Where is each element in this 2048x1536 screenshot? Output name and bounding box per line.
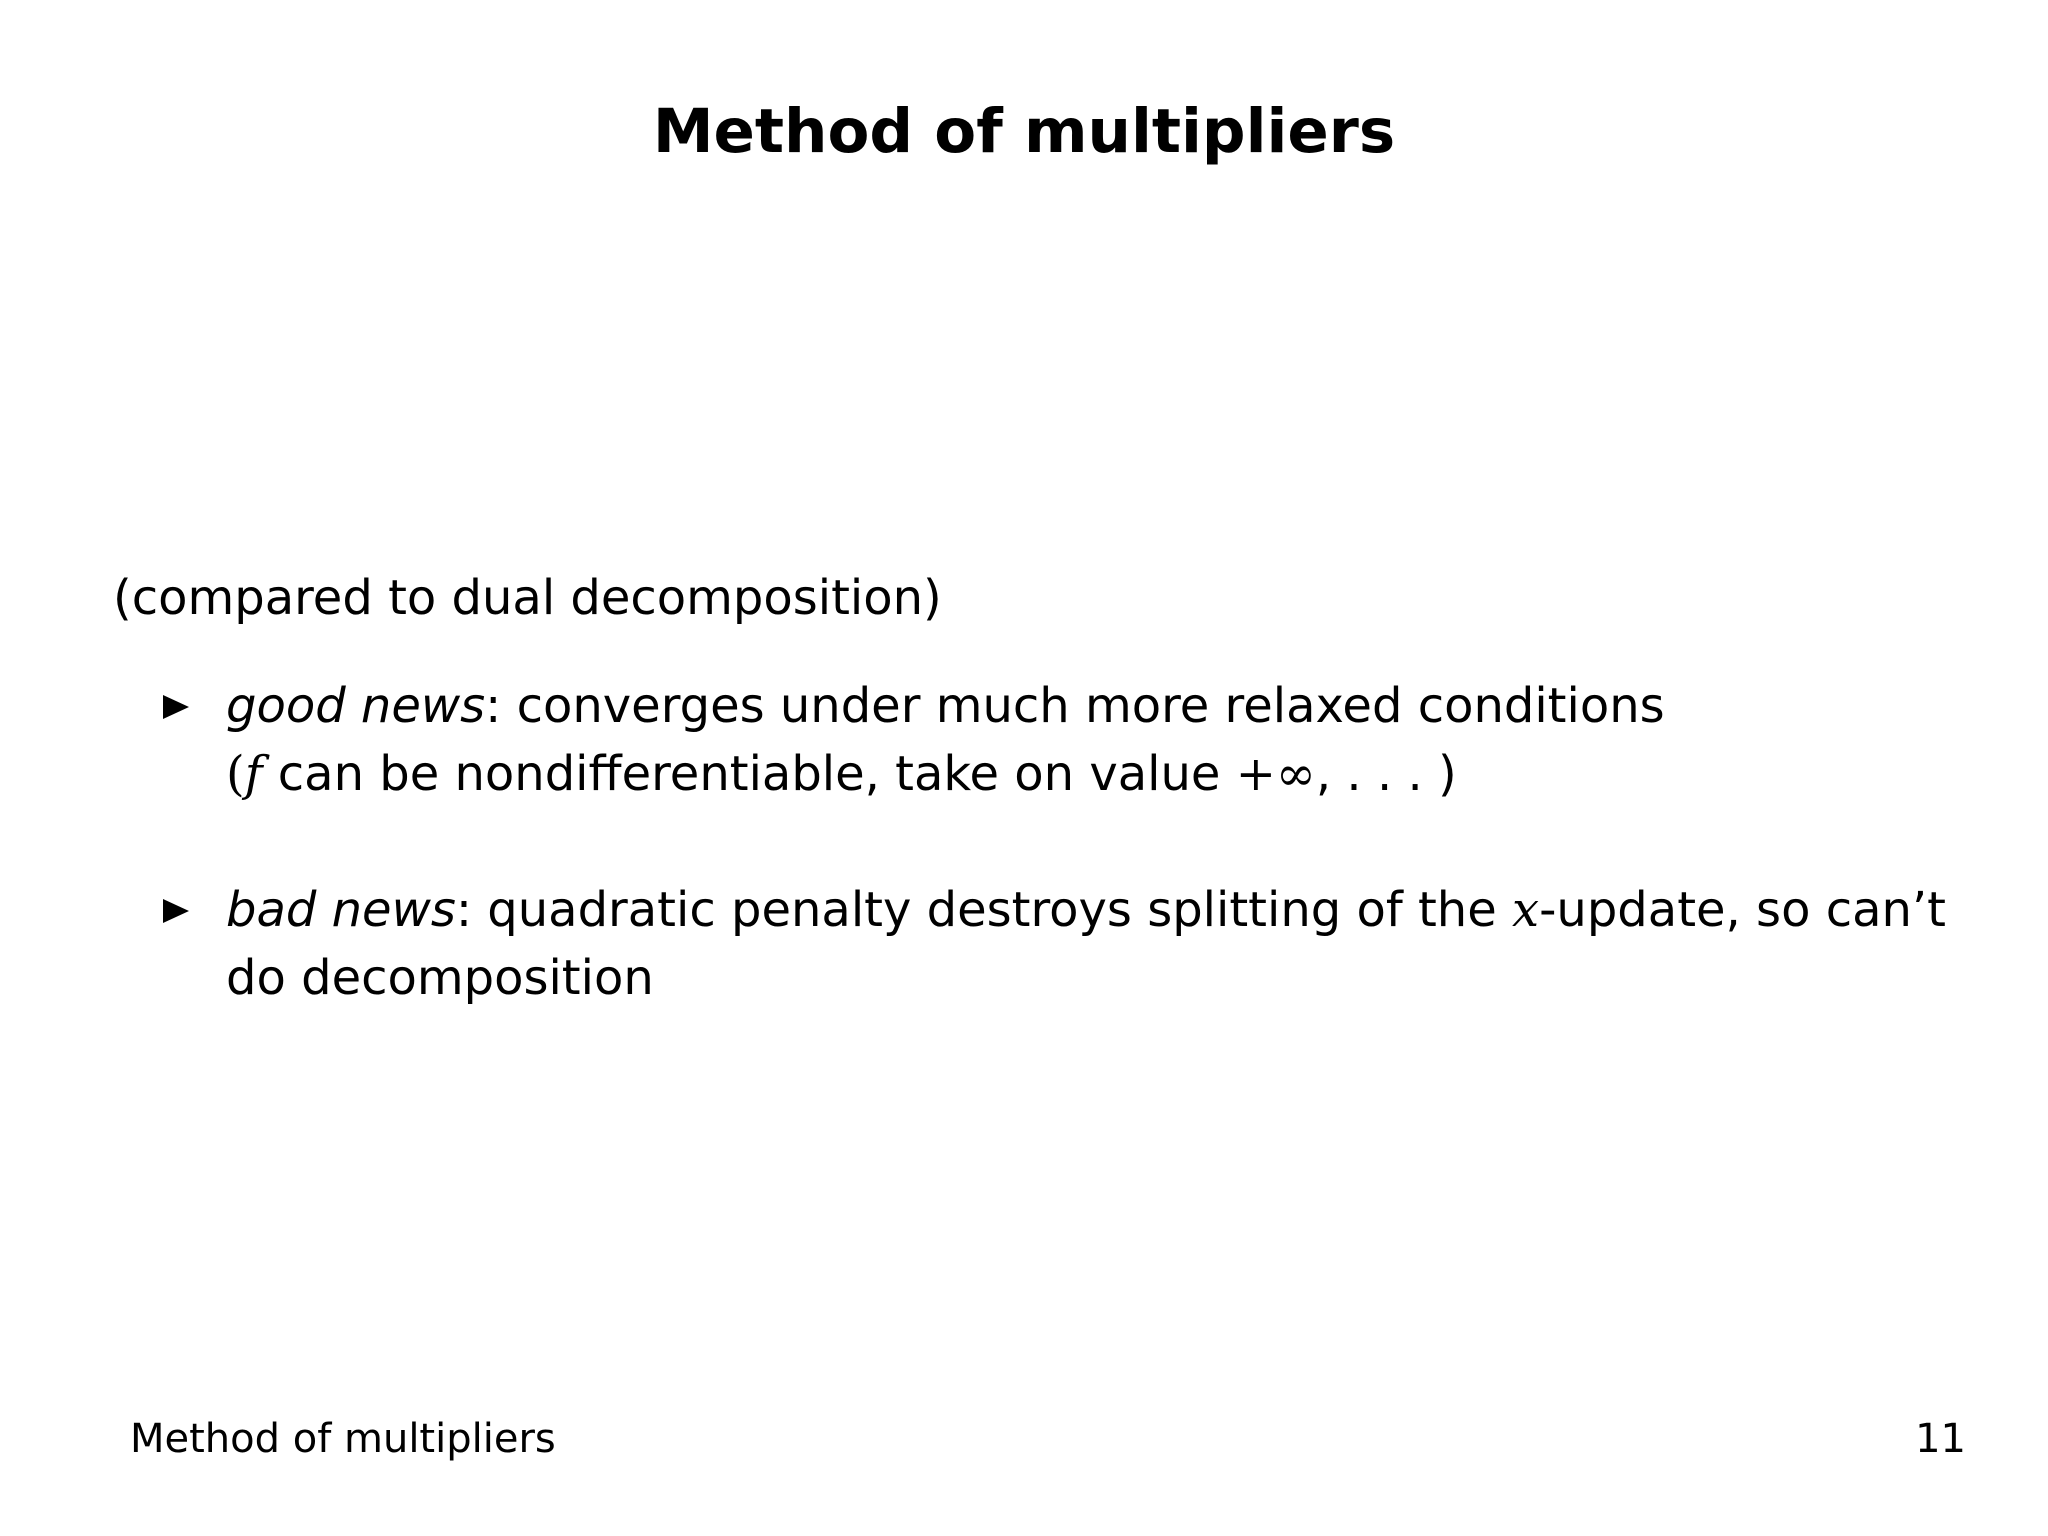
triangle-bullet-icon bbox=[163, 695, 189, 719]
math-variable-x: x bbox=[1512, 882, 1540, 938]
intro-text: (compared to dual decomposition) bbox=[113, 570, 942, 626]
bullet-good-news-line-2 bbox=[226, 740, 1665, 808]
bad-news-label: bad news bbox=[226, 882, 456, 938]
bullet-bad-news-line-2: do decomposition bbox=[226, 950, 654, 1006]
slide-title: Method of multipliers bbox=[652, 96, 1396, 167]
bullet-good-news-line-1 bbox=[226, 672, 1665, 740]
bullet-bad-news bbox=[226, 876, 1946, 1012]
good-news-detail: can be nondifferentiable, take on value bbox=[262, 746, 1236, 802]
math-plus-infinity: +∞ bbox=[1235, 746, 1316, 802]
open-paren: ( bbox=[226, 746, 245, 802]
good-news-colon: : bbox=[485, 678, 502, 734]
bad-news-colon: : bbox=[455, 882, 472, 938]
bullet-bad-news-line-1 bbox=[226, 876, 1946, 944]
bad-news-text-after: -update, so can’t bbox=[1539, 882, 1946, 938]
footer-section-title: Method of multipliers bbox=[130, 1416, 556, 1462]
bullet-good-news bbox=[226, 672, 1665, 808]
triangle-bullet-icon bbox=[163, 899, 189, 923]
footer-page-number: 11 bbox=[1915, 1416, 1966, 1462]
good-news-label: good news bbox=[226, 678, 486, 734]
good-news-detail-end: , . . . ) bbox=[1315, 746, 1457, 802]
good-news-text: converges under much more relaxed conditions bbox=[501, 678, 1665, 734]
bad-news-text: quadratic penalty destroys splitting of the bbox=[472, 882, 1513, 938]
math-variable-f: f bbox=[244, 746, 263, 802]
